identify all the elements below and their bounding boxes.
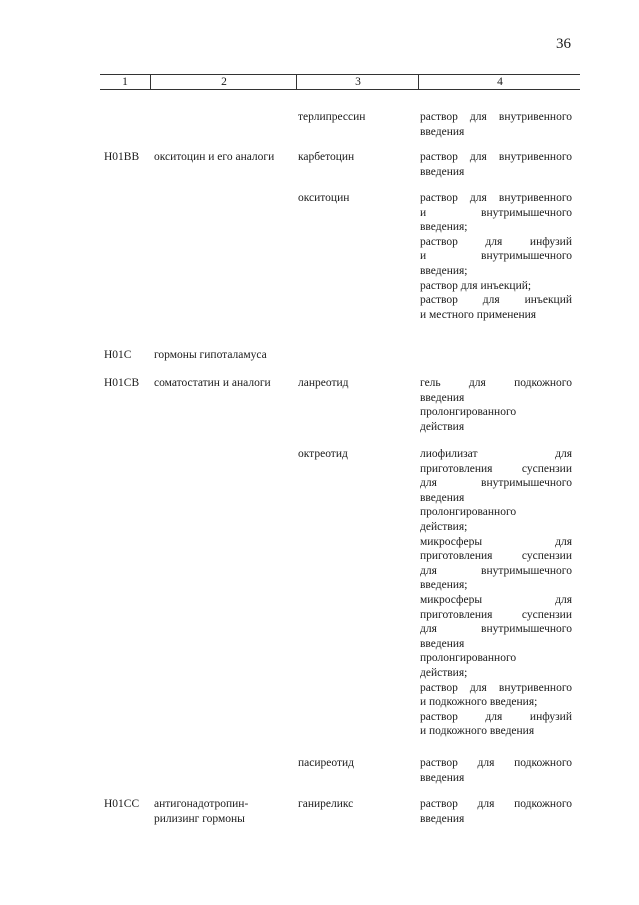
dosage-form-line: введения <box>420 771 465 784</box>
dosage-form-line: раствор для внутривенного <box>420 681 572 694</box>
header-col-2: 2 <box>150 75 297 89</box>
dosage-form-line: раствор для инфузий <box>420 710 572 723</box>
dosage-form-line: пролонгированного <box>420 652 517 665</box>
dosage-form-line: раствор для внутривенного <box>420 192 572 204</box>
drug-name: ланреотид <box>298 377 349 389</box>
dosage-form-line: введения <box>420 491 465 504</box>
dosage-form-line: приготовления суспензии <box>420 462 572 475</box>
dosage-form-line: введения <box>420 812 465 825</box>
group-name: антигонадотропин- рилизинг гормоны <box>154 798 249 825</box>
dosage-form-line: раствор для инфузий <box>420 235 572 248</box>
dosage-form-line: приготовления суспензии <box>420 550 572 563</box>
dosage-form-line: введения; <box>420 221 468 234</box>
dosage-form-line: и подкожного введения <box>420 725 535 738</box>
dosage-form-line: для внутримышечного <box>420 623 572 636</box>
dosage-forms <box>420 756 572 785</box>
dosage-forms <box>420 150 572 179</box>
dosage-form-line: введения <box>420 125 465 138</box>
dosage-form-line: введения; <box>420 579 468 592</box>
dosage-form-line: раствор для подкожного <box>420 798 572 810</box>
drug-name: октреотид <box>298 448 348 460</box>
dosage-form-line: действия; <box>420 666 468 679</box>
dosage-form-line: раствор для подкожного <box>420 757 572 769</box>
group-name: окситоцин и его аналоги <box>154 151 275 163</box>
dosage-form-line: для внутримышечного <box>420 564 572 577</box>
dosage-forms <box>420 797 572 826</box>
drug-name: карбетоцин <box>298 151 355 163</box>
drug-name: терлипрессин <box>298 111 366 123</box>
dosage-form-line: пролонгированного <box>420 506 517 519</box>
dosage-form-line: микросферы для <box>420 593 572 606</box>
page-number: 36 <box>556 36 571 52</box>
dosage-form-line: введения <box>420 165 465 178</box>
dosage-form-line: раствор для инъекций; <box>420 279 532 292</box>
dosage-form-line: лиофилизат для <box>420 448 572 460</box>
atc-code: H01CC <box>104 798 140 810</box>
atc-code: H01C <box>104 349 132 361</box>
header-col-3: 3 <box>296 75 419 89</box>
dosage-form-line: микросферы для <box>420 535 572 548</box>
dosage-forms <box>420 191 572 322</box>
dosage-form-line: и внутримышечного <box>420 250 572 263</box>
group-name: соматостатин и аналоги <box>154 377 271 389</box>
dosage-form-line: и внутримышечного <box>420 206 572 219</box>
drug-name: окситоцин <box>298 192 350 204</box>
atc-code: H01BB <box>104 151 140 163</box>
dosage-form-line: введения; <box>420 264 468 277</box>
dosage-form-line: введения <box>420 637 465 650</box>
header-col-4: 4 <box>418 75 581 89</box>
dosage-form-line: гель для подкожного <box>420 377 572 389</box>
drug-name: ганиреликс <box>298 798 354 810</box>
atc-code: H01CB <box>104 377 140 389</box>
dosage-form-line: для внутримышечного <box>420 477 572 490</box>
dosage-form-line: действия <box>420 420 465 433</box>
dosage-form-line: приготовления суспензии <box>420 608 572 621</box>
dosage-form-line: и местного применения <box>420 308 537 321</box>
dosage-form-line: раствор для внутривенного <box>420 151 572 163</box>
dosage-forms <box>420 447 572 739</box>
group-name: гормоны гипоталамуса <box>154 349 267 361</box>
dosage-forms <box>420 376 572 434</box>
table-header <box>100 74 580 90</box>
dosage-forms <box>420 110 572 139</box>
dosage-form-line: действия; <box>420 520 468 533</box>
dosage-form-line: пролонгированного <box>420 406 517 419</box>
header-col-1: 1 <box>122 76 128 88</box>
dosage-form-line: раствор для инъекций <box>420 294 572 307</box>
dosage-form-line: и подкожного введения; <box>420 696 538 709</box>
drug-name: пасиреотид <box>298 757 355 769</box>
dosage-form-line: раствор для внутривенного <box>420 111 572 123</box>
dosage-form-line: введения <box>420 391 465 404</box>
